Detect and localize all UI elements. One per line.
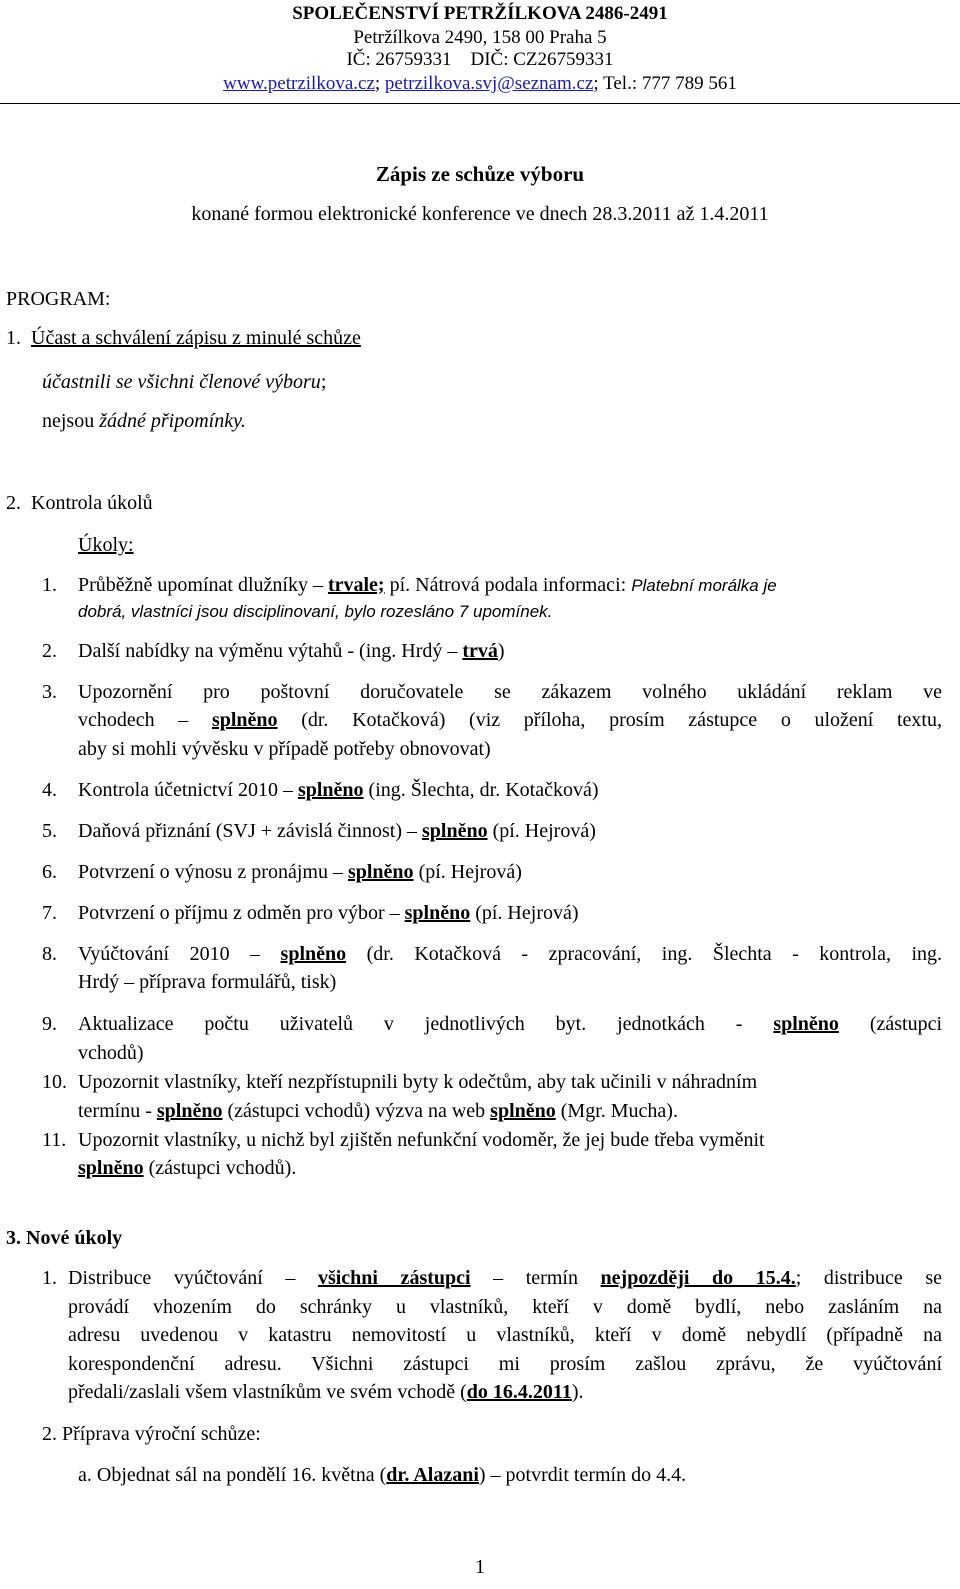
task-6-text: Potvrzení o výnosu z pronájmu – bbox=[78, 861, 348, 883]
website-link[interactable]: www.petrzilkova.cz bbox=[223, 73, 375, 94]
org-contacts bbox=[0, 73, 960, 95]
task-3-line-1: Upozornění pro poštovní doručovatele se zákazem volného ukládání reklam ve bbox=[78, 681, 942, 703]
new-task-2-text: Příprava výroční schůze: bbox=[62, 1423, 261, 1445]
task-item-10 bbox=[42, 1068, 67, 1096]
new-task-2a-text-b: ) – potvrdit termín do 4.4. bbox=[478, 1464, 687, 1486]
task-7-text: Potvrzení o příjmu z odměn pro výbor – bbox=[78, 902, 405, 924]
task-item-8 bbox=[42, 940, 57, 968]
task-item-7 bbox=[42, 899, 579, 927]
task-10-status-b: splněno bbox=[490, 1100, 556, 1122]
attendance-text-c: ; bbox=[320, 371, 327, 393]
task-5-status: splněno bbox=[421, 820, 488, 842]
remarks-text-a: nejsou bbox=[42, 410, 100, 432]
task-3-text-a: vchodech – bbox=[78, 709, 212, 731]
task-1-note: pí. Nátrová podala informaci: bbox=[384, 574, 632, 596]
contact-separator: ; bbox=[374, 73, 385, 94]
task-10-number: 10. bbox=[42, 1071, 67, 1093]
new-task-1-line-4: korespondenční adresu. Všichni zástupci mi prosím zašlou zprávu, že vyúčtování bbox=[68, 1353, 942, 1375]
task-item-5 bbox=[42, 817, 596, 845]
task-9-line-2: vchodů) bbox=[78, 1042, 144, 1064]
task-4-text: Kontrola účetnictví 2010 – bbox=[78, 779, 298, 801]
new-task-2a-text-a: Objednat sál na pondělí 16. května ( bbox=[96, 1464, 387, 1486]
document-title: Zápis ze schůze výboru bbox=[375, 162, 585, 186]
section-1-line-2 bbox=[42, 407, 246, 435]
new-task-1-line-1 bbox=[68, 1264, 942, 1292]
task-9-note: (zástupci bbox=[838, 1013, 943, 1035]
task-10-line-1: Upozornit vlastníky, kteří nezpřístupnili byty k odečtům, aby tak učinili v náhradním bbox=[78, 1071, 758, 1093]
page-number: 1 bbox=[475, 1556, 485, 1578]
task-11-status: splněno bbox=[78, 1157, 144, 1179]
task-9-text: Aktualizace počtu uživatelů v jednotlivých byt. jednotkách - bbox=[78, 1013, 774, 1035]
tasks-label: Úkoly: bbox=[78, 534, 134, 556]
task-1-info-a: Platební morálka je bbox=[631, 576, 777, 595]
task-10-status-a: splněno bbox=[156, 1100, 223, 1122]
task-item-11 bbox=[42, 1126, 66, 1154]
task-2-status: trvá bbox=[462, 640, 498, 662]
task-4-note: (ing. Šlechta, dr. Kotačková) bbox=[363, 779, 599, 801]
header-divider bbox=[0, 103, 960, 104]
task-11-number: 11. bbox=[42, 1129, 67, 1151]
task-3-text-b: (dr. Kotačková) (viz příloha, prosím zástupce o uložení textu, bbox=[277, 709, 942, 731]
section-3-heading: 3. Nové úkoly bbox=[6, 1227, 123, 1249]
task-6-note: (pí. Hejrová) bbox=[413, 861, 522, 883]
section-1-line-1 bbox=[42, 368, 326, 396]
new-task-2-number: 2. bbox=[42, 1423, 57, 1445]
document-subtitle: konané formou elektronické konference ve dnech 28.3.2011 až 1.4.2011 bbox=[191, 203, 769, 225]
task-8-text: Vyúčtování 2010 – bbox=[78, 943, 281, 965]
new-task-1 bbox=[42, 1264, 57, 1292]
task-9-status: splněno bbox=[773, 1013, 839, 1035]
task-2-text: Další nabídky na výměnu výtahů - (ing. Hrdý – bbox=[78, 640, 463, 662]
task-1-info-b: dobrá, vlastníci jsou disciplinovaní, bylo rozesláno 7 upomínek. bbox=[78, 602, 553, 621]
new-task-2a bbox=[78, 1461, 686, 1489]
task-1-status: trvale; bbox=[327, 574, 385, 596]
task-7-number: 7. bbox=[42, 902, 57, 924]
task-item-1 bbox=[42, 571, 942, 599]
task-7-status: splněno bbox=[404, 902, 471, 924]
task-8-line-2: Hrdý – příprava formulářů, tisk) bbox=[78, 971, 337, 993]
task-4-number: 4. bbox=[42, 779, 57, 801]
new-task-2a-letter: a. bbox=[78, 1464, 92, 1486]
remarks-text-b: žádné připomínky. bbox=[99, 410, 246, 432]
new-task-2a-owner: dr. Alazani bbox=[386, 1464, 479, 1486]
task-5-note: (pí. Hejrová) bbox=[487, 820, 596, 842]
task-8-status: splněno bbox=[280, 943, 347, 965]
task-item-3 bbox=[42, 678, 57, 706]
task-10-text-a: termínu - bbox=[78, 1100, 157, 1122]
phone-text: ; Tel.: 777 789 561 bbox=[593, 73, 737, 94]
task-6-number: 6. bbox=[42, 861, 57, 883]
org-name: SPOLEČENSTVÍ PETRŽÍLKOVA 2486-2491 bbox=[292, 3, 668, 24]
task-3-line-3: aby si mohli vývěsku v případě potřeby obnovovat) bbox=[78, 738, 491, 760]
task-5-text: Daňová přiznání (SVJ + závislá činnost) – bbox=[78, 820, 422, 842]
email-link[interactable]: petrzilkova.svj@seznam.cz bbox=[384, 73, 594, 94]
section-1-number: 1. bbox=[6, 327, 21, 349]
task-1-text: Průběžně upomínat dlužníky – bbox=[78, 574, 328, 596]
new-task-1-report-deadline: do 16.4.2011 bbox=[466, 1381, 572, 1403]
new-task-1-text-d: předali/zaslali všem vlastníkům ve svém vchodě ( bbox=[68, 1381, 467, 1403]
task-10-text-c: (Mgr. Mucha). bbox=[555, 1100, 678, 1122]
new-task-1-deadline: nejpozději do 15.4. bbox=[600, 1267, 796, 1289]
task-8-note: (dr. Kotačková - zpracování, ing. Šlechta - kontrola, ing. bbox=[346, 943, 942, 965]
program-label: PROGRAM: bbox=[6, 288, 111, 310]
task-8-line-1 bbox=[78, 940, 942, 968]
task-8-number: 8. bbox=[42, 943, 57, 965]
section-2-title: Kontrola úkolů bbox=[31, 492, 153, 514]
section-1-title: Účast a schválení zápisu z minulé schůze bbox=[31, 327, 361, 349]
task-3-status: splněno bbox=[211, 709, 278, 731]
new-task-1-text-b: – termín bbox=[470, 1267, 601, 1289]
task-11-text: (zástupci vchodů). bbox=[143, 1157, 297, 1179]
new-task-1-text-c: ; distribuce se bbox=[795, 1267, 942, 1289]
task-4-status: splněno bbox=[297, 779, 364, 801]
task-10-line-2 bbox=[78, 1097, 678, 1125]
task-1-number: 1. bbox=[42, 574, 57, 596]
new-task-2 bbox=[42, 1420, 261, 1448]
new-task-1-text-a: Distribuce vyúčtování – bbox=[68, 1267, 318, 1289]
task-11-line-1: Upozornit vlastníky, u nichž byl zjištěn nefunkční vodoměr, že jej bude třeba vyměnit bbox=[78, 1129, 765, 1151]
task-2-close: ) bbox=[497, 640, 505, 662]
org-address: Petržílkova 2490, 158 00 Praha 5 bbox=[353, 27, 607, 48]
task-item-4 bbox=[42, 776, 599, 804]
new-task-1-line-2: provádí vhozením do schránky u vlastníků, kteří v domě bydlí, nebo zasláním na bbox=[68, 1296, 942, 1318]
task-2-number: 2. bbox=[42, 640, 57, 662]
task-item-9 bbox=[42, 1010, 57, 1038]
task-10-text-b: (zástupci vchodů) výzva na web bbox=[222, 1100, 491, 1122]
org-ic: IČ: 26759331 bbox=[346, 49, 452, 70]
task-6-status: splněno bbox=[347, 861, 414, 883]
org-ids bbox=[0, 49, 960, 71]
task-item-6 bbox=[42, 858, 522, 886]
task-9-line-1 bbox=[78, 1010, 942, 1038]
task-11-line-2 bbox=[78, 1154, 296, 1182]
new-task-1-owner: všichni zástupci bbox=[317, 1267, 471, 1289]
new-task-1-text-e: ). bbox=[571, 1381, 584, 1403]
attendance-text-a: účastn bbox=[42, 371, 95, 393]
new-task-1-line-3: adresu uvedenou v katastru nemovitostí u vlastníků, kteří v domě nebydlí (případně na bbox=[68, 1324, 942, 1346]
task-9-number: 9. bbox=[42, 1013, 57, 1035]
task-3-number: 3. bbox=[42, 681, 57, 703]
org-dic: DIČ: CZ26759331 bbox=[470, 49, 614, 70]
task-7-note: (pí. Hejrová) bbox=[470, 902, 579, 924]
task-5-number: 5. bbox=[42, 820, 57, 842]
section-2-heading bbox=[6, 489, 153, 517]
attendance-text-b: ili se všichni členové výboru bbox=[94, 371, 321, 393]
task-3-line-2 bbox=[78, 706, 942, 734]
section-1-heading bbox=[6, 324, 361, 352]
section-2-number: 2. bbox=[6, 492, 21, 514]
task-item-2 bbox=[42, 637, 505, 665]
new-task-1-line-5 bbox=[68, 1378, 583, 1406]
new-task-1-number: 1. bbox=[42, 1267, 57, 1289]
